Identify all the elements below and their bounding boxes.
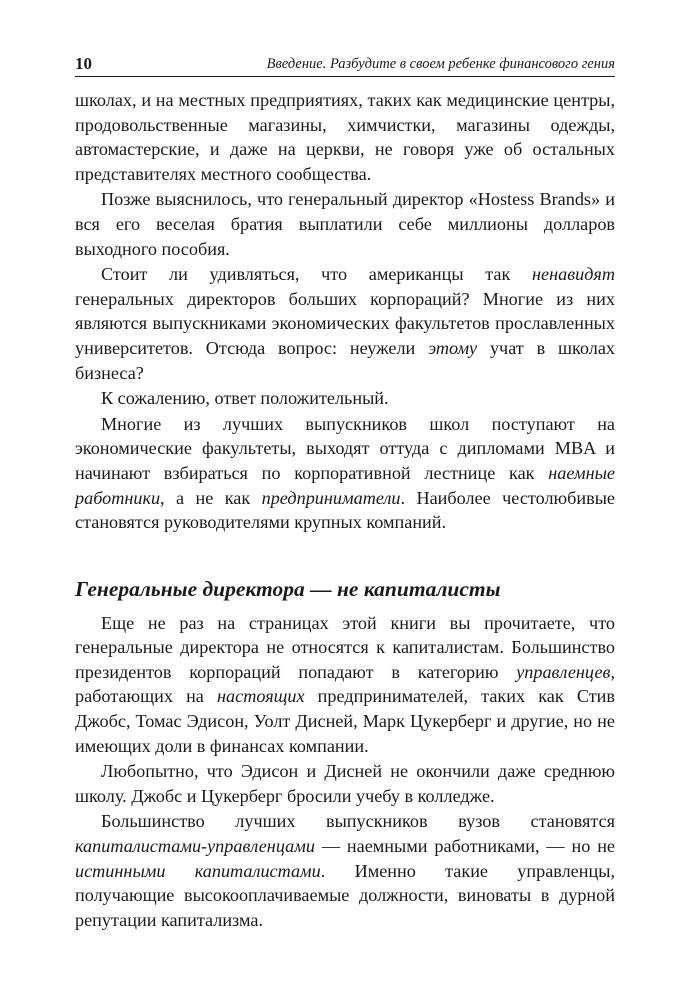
section-heading: Генеральные директора — не капиталисты: [75, 576, 501, 601]
italic-phrase: капиталистами-управленцами: [75, 836, 315, 857]
paragraph: [75, 809, 615, 932]
body-text: [75, 88, 615, 932]
italic-phrase: этому: [428, 337, 478, 358]
text-run: Позже выяснилось, что генеральный директор «Hostess Brands» и вся его веселая братия выплатили себе миллионы долларов выходного пособия.: [75, 189, 615, 259]
paragraph: [75, 611, 615, 759]
italic-phrase: ненавидят: [532, 264, 615, 285]
paragraph: [75, 88, 615, 186]
text-run: К сожалению, ответ положительный.: [101, 388, 389, 409]
text-run: Стоит ли удивляться, что американцы так: [101, 264, 532, 285]
text-run: — наемными работниками, — но не: [314, 836, 615, 857]
text-run: генеральных директоров больших корпораций? Многие из них являются выпускниками экономических факультетов прославленных университетов. Отсюда вопрос: неужели: [75, 288, 615, 358]
paragraph: [75, 759, 615, 808]
running-title: Введение. Разбудите в своем ребенке финансового гения: [266, 56, 615, 72]
italic-phrase: наемные работники: [75, 462, 615, 508]
paragraph: [75, 187, 615, 261]
italic-phrase: настоящих: [217, 686, 305, 707]
text-run: школах, и на местных предприятиях, таких как медицинские центры, продовольственные магазины, химчистки, магазины одежды, автомастерские, и даже на церкви, не говоря уже об остальных представителях местного сообщества.: [75, 90, 615, 184]
text-run: учат в школах бизнеса?: [75, 337, 615, 383]
italic-phrase: предприниматели: [261, 487, 401, 508]
italic-phrase: управленцев: [516, 661, 611, 682]
text-run: предпринимателей, таких как Стив Джобс, Томас Эдисон, Уолт Дисней, Марк Цукерберг и другие, но не имеющих доли в финансах компании.: [75, 686, 615, 756]
paragraph: [75, 386, 615, 411]
text-run: . Именно такие управленцы, получающие высокооплачиваемые должности, виноваты в дурной репутации капитализма.: [75, 860, 615, 930]
text-run: Многие из лучших выпускников школ поступают на экономические факультеты, выходят оттуда с дипломами MBA и начинают взбираться по корпоративной лестнице как: [75, 413, 615, 483]
text-run: Любопытно, что Эдисон и Дисней не окончили даже среднюю школу. Джобс и Цукерберг бросили учебу в колледже.: [75, 761, 615, 806]
text-run: Большинство лучших выпускников вузов становятся: [101, 811, 615, 832]
text-run: , а не как: [160, 487, 262, 508]
text-run: Еще не раз на страницах этой книги вы прочитаете, что генеральные директора не относятся к капиталистам. Большинство президентов корпораций попадают в категорию: [75, 612, 615, 682]
text-run: , работающих на: [75, 661, 615, 707]
page-header: [75, 54, 615, 77]
paragraph: [75, 412, 615, 535]
paragraph: [75, 262, 615, 385]
text-run: . Наиболее честолюбивые становятся руководителями крупных компаний.: [75, 487, 615, 533]
italic-phrase: истинными капиталистами: [75, 860, 321, 881]
page-number: 10: [75, 54, 92, 73]
